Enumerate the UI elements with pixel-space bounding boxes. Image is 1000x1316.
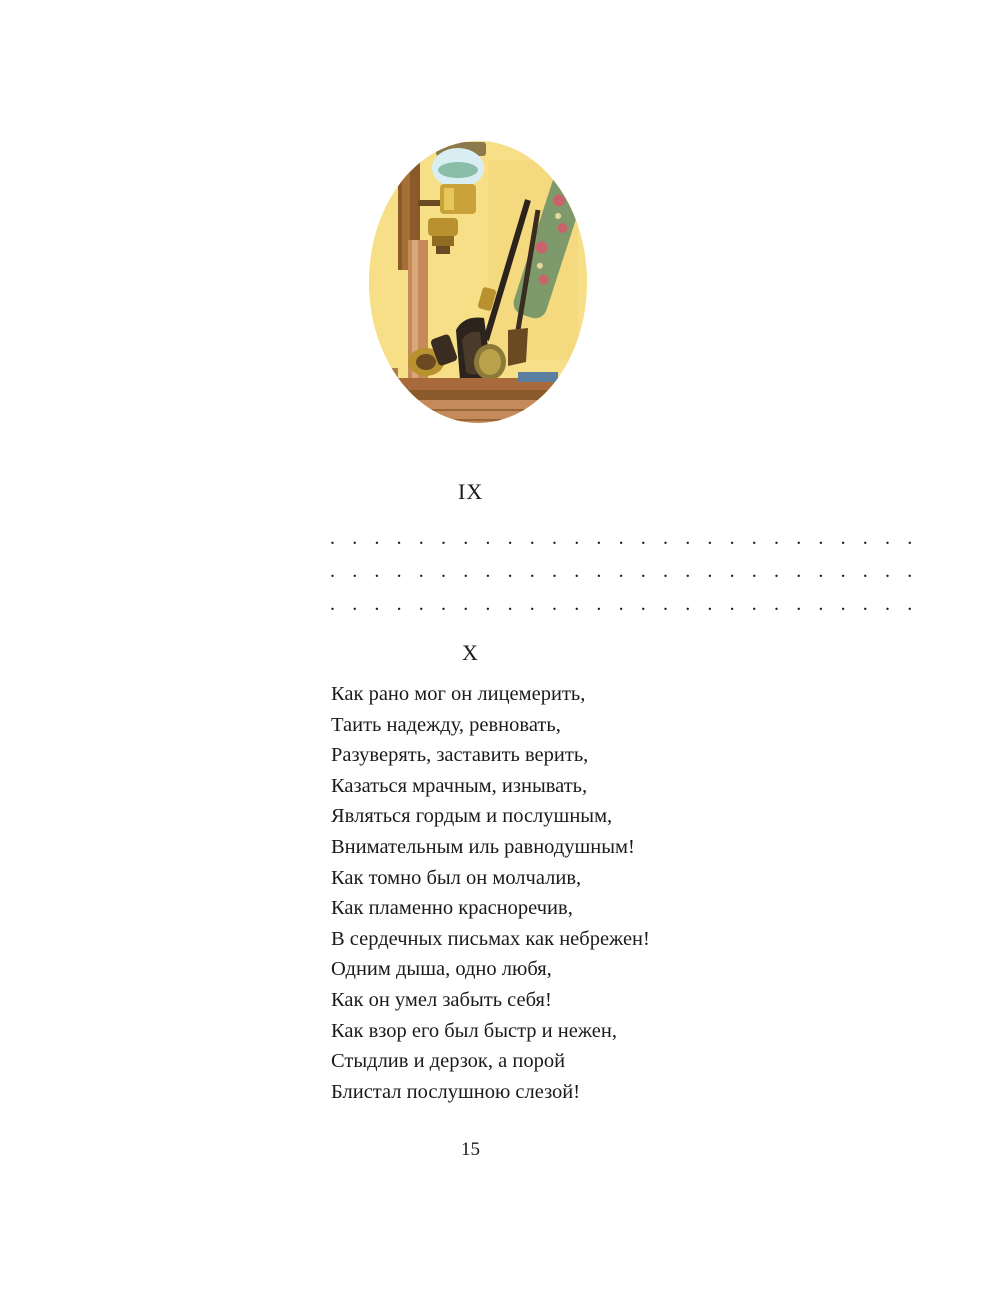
poem-line: Как он умел забыть себя! xyxy=(331,988,552,1011)
poem-line: Казаться мрачным, изнывать, xyxy=(331,774,588,797)
omitted-line: . . . . . . . . . . . . . . . . . . . . . . . . . . . xyxy=(330,560,919,582)
stanza-x-text xyxy=(331,679,751,1107)
oil-lamp-and-pipes-icon xyxy=(368,140,588,425)
poem-line: Как пламенно красноречив, xyxy=(331,897,573,920)
poem-line: Стыдлив и дерзок, а порой xyxy=(331,1050,566,1073)
poem-line: Как взор его был быстр и нежен, xyxy=(331,1019,617,1042)
poem-line: Как рано мог он лицемерить, xyxy=(331,683,586,705)
poem-line: Одним дыша, одно любя, xyxy=(331,958,552,981)
omitted-stanza-ix xyxy=(330,527,919,627)
stanza-number-ix: IX xyxy=(458,479,484,504)
omitted-line: . . . . . . . . . . . . . . . . . . . . . . . . . . . xyxy=(330,527,919,549)
omitted-line: . . . . . . . . . . . . . . . . . . . . . . . . . . . xyxy=(330,593,919,615)
vignette-illustration xyxy=(368,140,588,425)
poem-line: Разуверять, заставить верить, xyxy=(331,744,589,767)
stanza-number-x: X xyxy=(462,640,479,665)
page-number: 15 xyxy=(461,1139,480,1160)
poem-line: Внимательным иль равнодушным! xyxy=(331,835,635,858)
poem-line: Являться гордым и послушным, xyxy=(331,805,613,828)
poem-line: Таить надежду, ревновать, xyxy=(331,713,561,736)
poem-line: Блистал послушною слезой! xyxy=(331,1080,581,1103)
poem-line: Как томно был он молчалив, xyxy=(331,866,582,889)
poem-line: В сердечных письмах как небрежен! xyxy=(331,927,650,950)
